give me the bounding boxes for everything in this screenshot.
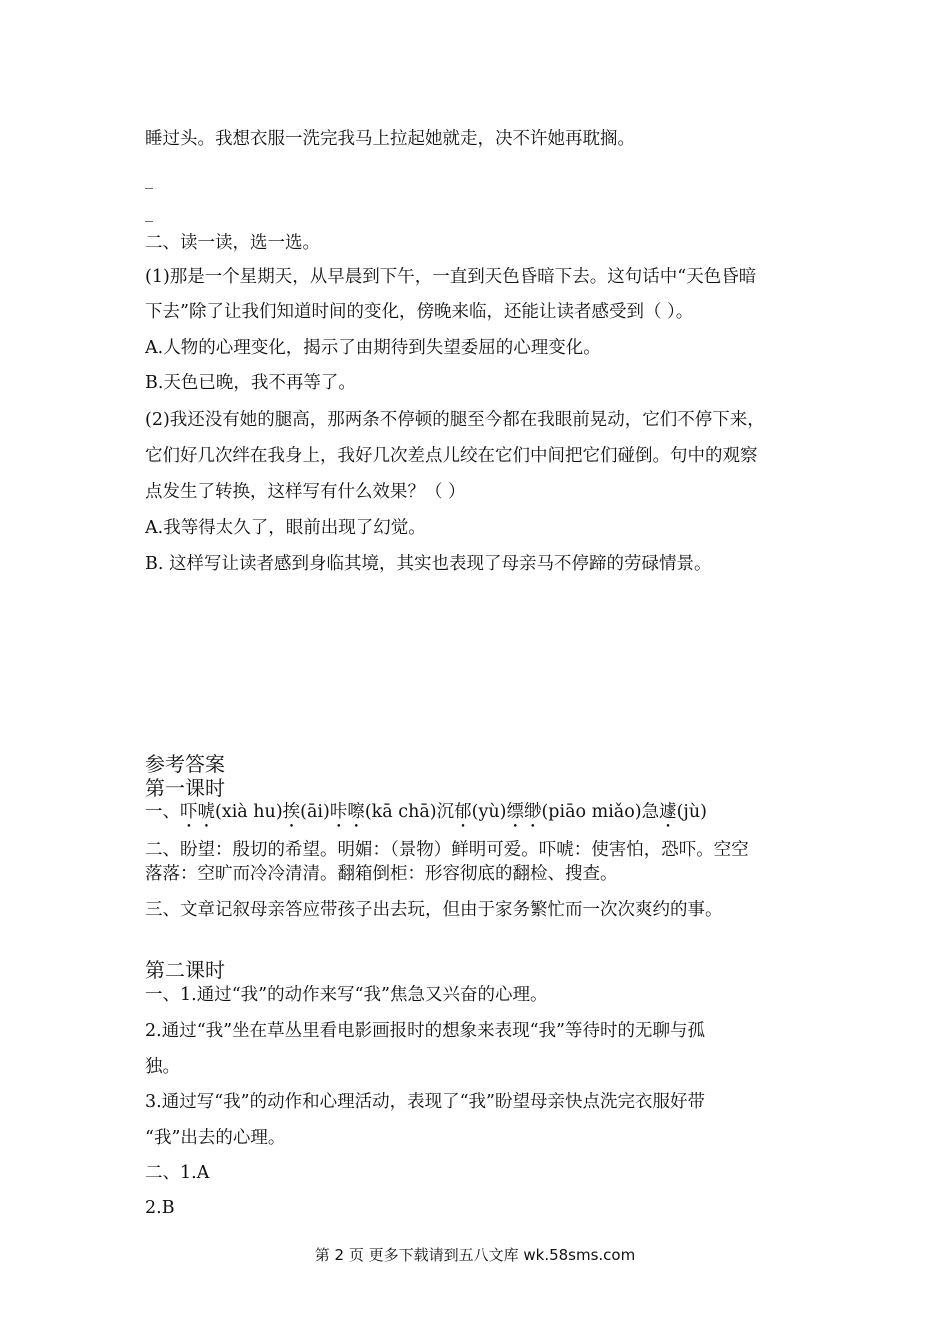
pinyin: (piāo miǎo) bbox=[541, 802, 642, 822]
pinyin: (xià hu) bbox=[215, 802, 283, 822]
vocab-word: 急 bbox=[641, 802, 660, 822]
question-1-line: (1)那是一个星期天，从早晨到下午，一直到天色昏暗下去。这句话中“天色昏暗 bbox=[145, 267, 757, 287]
pinyin: (jù) bbox=[676, 802, 707, 822]
lesson-2-item-4: 二、1.A bbox=[145, 1163, 210, 1183]
pinyin: (yù) bbox=[471, 802, 507, 822]
vocab-word: 咔 bbox=[329, 802, 348, 822]
lesson-1-title: 第一课时 bbox=[145, 776, 225, 800]
vocab-word: 缈 bbox=[523, 802, 542, 822]
item-prefix: 一、 bbox=[145, 802, 180, 822]
question-1-option-a: A.人物的心理变化，揭示了由期待到失望委屈的心理变化。 bbox=[145, 338, 601, 358]
blank-line: _ bbox=[145, 203, 153, 222]
pinyin: (kā chā) bbox=[364, 802, 437, 822]
lesson-2-item-3: “我”出去的心理。 bbox=[145, 1128, 286, 1148]
question-2-option-b: B. 这样写让读者感到身临其境，其实也表现了母亲马不停蹄的劳碌情景。 bbox=[145, 554, 712, 574]
lesson-2-item-3: 3.通过写“我”的动作和心理活动，表现了“我”盼望母亲快点洗完衣服好带 bbox=[145, 1092, 705, 1112]
vocab-word: 挨 bbox=[282, 802, 301, 822]
lesson-2-item-1: 一、1.通过“我”的动作来写“我”焦急又兴奋的心理。 bbox=[145, 985, 548, 1005]
question-1-option-b: B.天色已晚，我不再等了。 bbox=[145, 373, 356, 393]
lesson-2-item-2: 2.通过“我”坐在草丛里看电影画报时的想象来表现“我”等待时的无聊与孤 bbox=[145, 1021, 705, 1041]
vocab-word: 遽 bbox=[659, 802, 677, 822]
page-footer: 第 2 页 更多下载请到五八文库 wk.58sms.com bbox=[314, 1246, 636, 1264]
lesson-2-title: 第二课时 bbox=[145, 958, 225, 982]
vocab-word: 郁 bbox=[454, 802, 472, 822]
lesson-2-item-5: 2.B bbox=[145, 1198, 175, 1218]
answers-title: 参考答案 bbox=[145, 752, 225, 776]
question-2-option-a: A.我等得太久了，眼前出现了幻觉。 bbox=[145, 518, 426, 538]
blank-line: _ bbox=[145, 170, 153, 189]
vocab-word: 缥 bbox=[506, 802, 524, 822]
question-2-line: 它们好几次绊在我身上，我好几次差点儿绞在它们中间把它们碰倒。句中的观察 bbox=[145, 446, 758, 466]
text-line: 睡过头。我想衣服一洗完我马上拉起她就走，决不许她再耽搁。 bbox=[145, 129, 635, 149]
lesson-1-item-2: 落落：空旷而冷冷清清。翻箱倒柜：形容彻底的翻检、搜查。 bbox=[145, 864, 618, 884]
lesson-1-item-2: 二、盼望：殷切的希望。明媚：（景物）鲜明可爱。吓唬：使害怕，恐吓。空空 bbox=[145, 840, 749, 860]
lesson-2-item-2: 独。 bbox=[145, 1057, 180, 1077]
question-2-line: (2)我还没有她的腿高，那两条不停顿的腿至今都在我眼前晃动，它们不停下来， bbox=[145, 410, 765, 430]
section-heading: 二、读一读，选一选。 bbox=[145, 233, 320, 253]
lesson-1-item-3: 三、文章记叙母亲答应带孩子出去玩，但由于家务繁忙而一次次爽约的事。 bbox=[145, 900, 723, 920]
vocab-word: 嚓 bbox=[347, 802, 365, 822]
pinyin: (āi) bbox=[300, 802, 330, 822]
question-2-line: 点发生了转换，这样写有什么效果？（ ） bbox=[145, 482, 466, 502]
vocab-word: 沉 bbox=[436, 802, 455, 822]
vocab-word: 吓唬 bbox=[180, 802, 215, 822]
question-1-line: 下去”除了让我们知道时间的变化，傍晚来临，还能让读者感受到（ ）。 bbox=[145, 302, 694, 322]
lesson-1-item-1 bbox=[145, 800, 707, 832]
